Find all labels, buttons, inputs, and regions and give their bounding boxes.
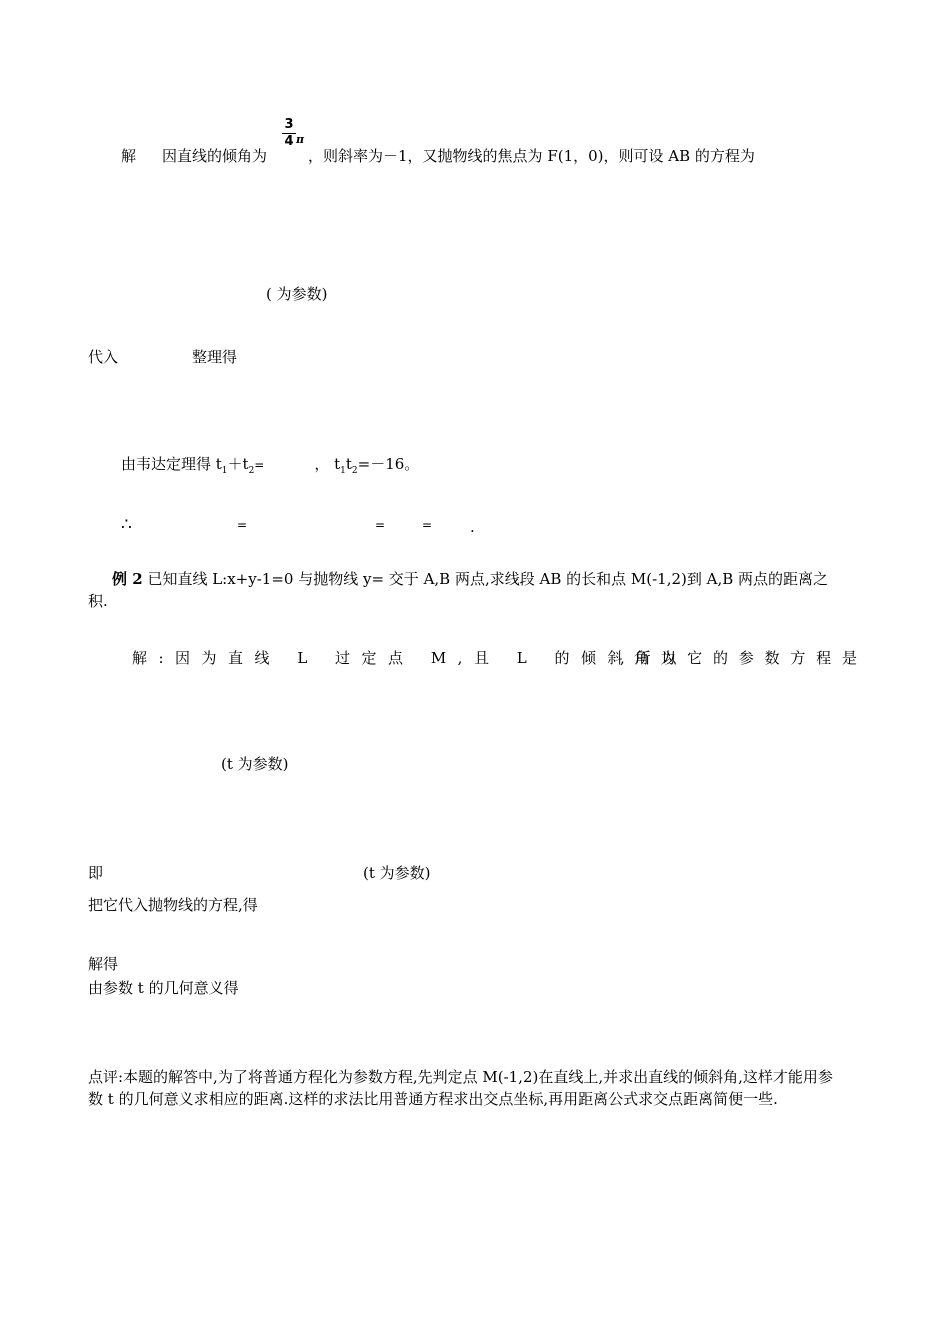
vieta-equals: = (254, 458, 265, 472)
solution-label: 解 (121, 147, 137, 165)
vieta-comma: ， t (314, 455, 341, 473)
example-text: 已知直线 L:x+y-1=0 与抛物线 y= 交于 A,B 两点,求线段 AB 的长和点 M(-1,2)到 A,B 两点的距离之积. (88, 570, 829, 610)
vieta-line (121, 453, 419, 476)
subscript: 2 (351, 466, 358, 476)
equals-sign: = (375, 518, 386, 532)
fraction-three-quarters (282, 118, 296, 149)
fraction-numerator: 3 (284, 117, 294, 132)
substitute-label: 代入 (88, 348, 119, 366)
subscript: 2 (248, 466, 255, 476)
solution-text-1: 因直线的倾角为 (162, 147, 268, 165)
equals-sign: = (237, 518, 248, 532)
geometric-meaning: 由参数 t 的几何意义得 (88, 979, 239, 997)
substitute-parabola: 把它代入抛物线的方程,得 (88, 896, 258, 914)
therefore-symbol: ∴ (121, 515, 132, 535)
subscript: 1 (340, 466, 346, 476)
period: . (470, 518, 475, 536)
solution-text-2: ，则斜率为－1，又抛物线的焦点为 F(1，0)，则可设 AB 的方程为 (308, 147, 755, 165)
solution-2-text-2: ,所以它的参数方程是 (620, 649, 868, 667)
solve-label: 解得 (88, 955, 119, 973)
subscript: 1 (221, 466, 228, 476)
namely-label: 即 (88, 864, 104, 882)
simplify-label: 整理得 (192, 348, 238, 366)
vieta-t: t (345, 455, 352, 473)
solution-2-text-1: 解:因为直线 L 过定点 M,且 L 的倾斜角为 (132, 649, 687, 667)
pi-symbol: π (296, 133, 305, 146)
fraction-denominator: 4 (284, 134, 294, 149)
example-2-paragraph (88, 568, 840, 612)
t-parameter-note: (t 为参数) (221, 755, 289, 773)
vieta-product: =－16。 (357, 455, 420, 473)
vieta-text: 由韦达定理得 t (121, 455, 222, 473)
comment-paragraph: 点评:本题的解答中,为了将普通方程化为参数方程,先判定点 M(-1,2)在直线上,并求出直线的倾斜角,这样才能用参数 t 的几何意义求相应的距离.这样的求法比用普通方程求出交点坐标,再用距离公式求交点距离简便一些. (88, 1068, 833, 1108)
vieta-plus: ＋t (227, 455, 249, 473)
t-parameter-note: (t 为参数) (363, 864, 431, 882)
parameter-note: ( 为参数) (266, 285, 328, 303)
example-label: 例 2 (112, 570, 143, 588)
equals-sign: = (422, 518, 433, 532)
